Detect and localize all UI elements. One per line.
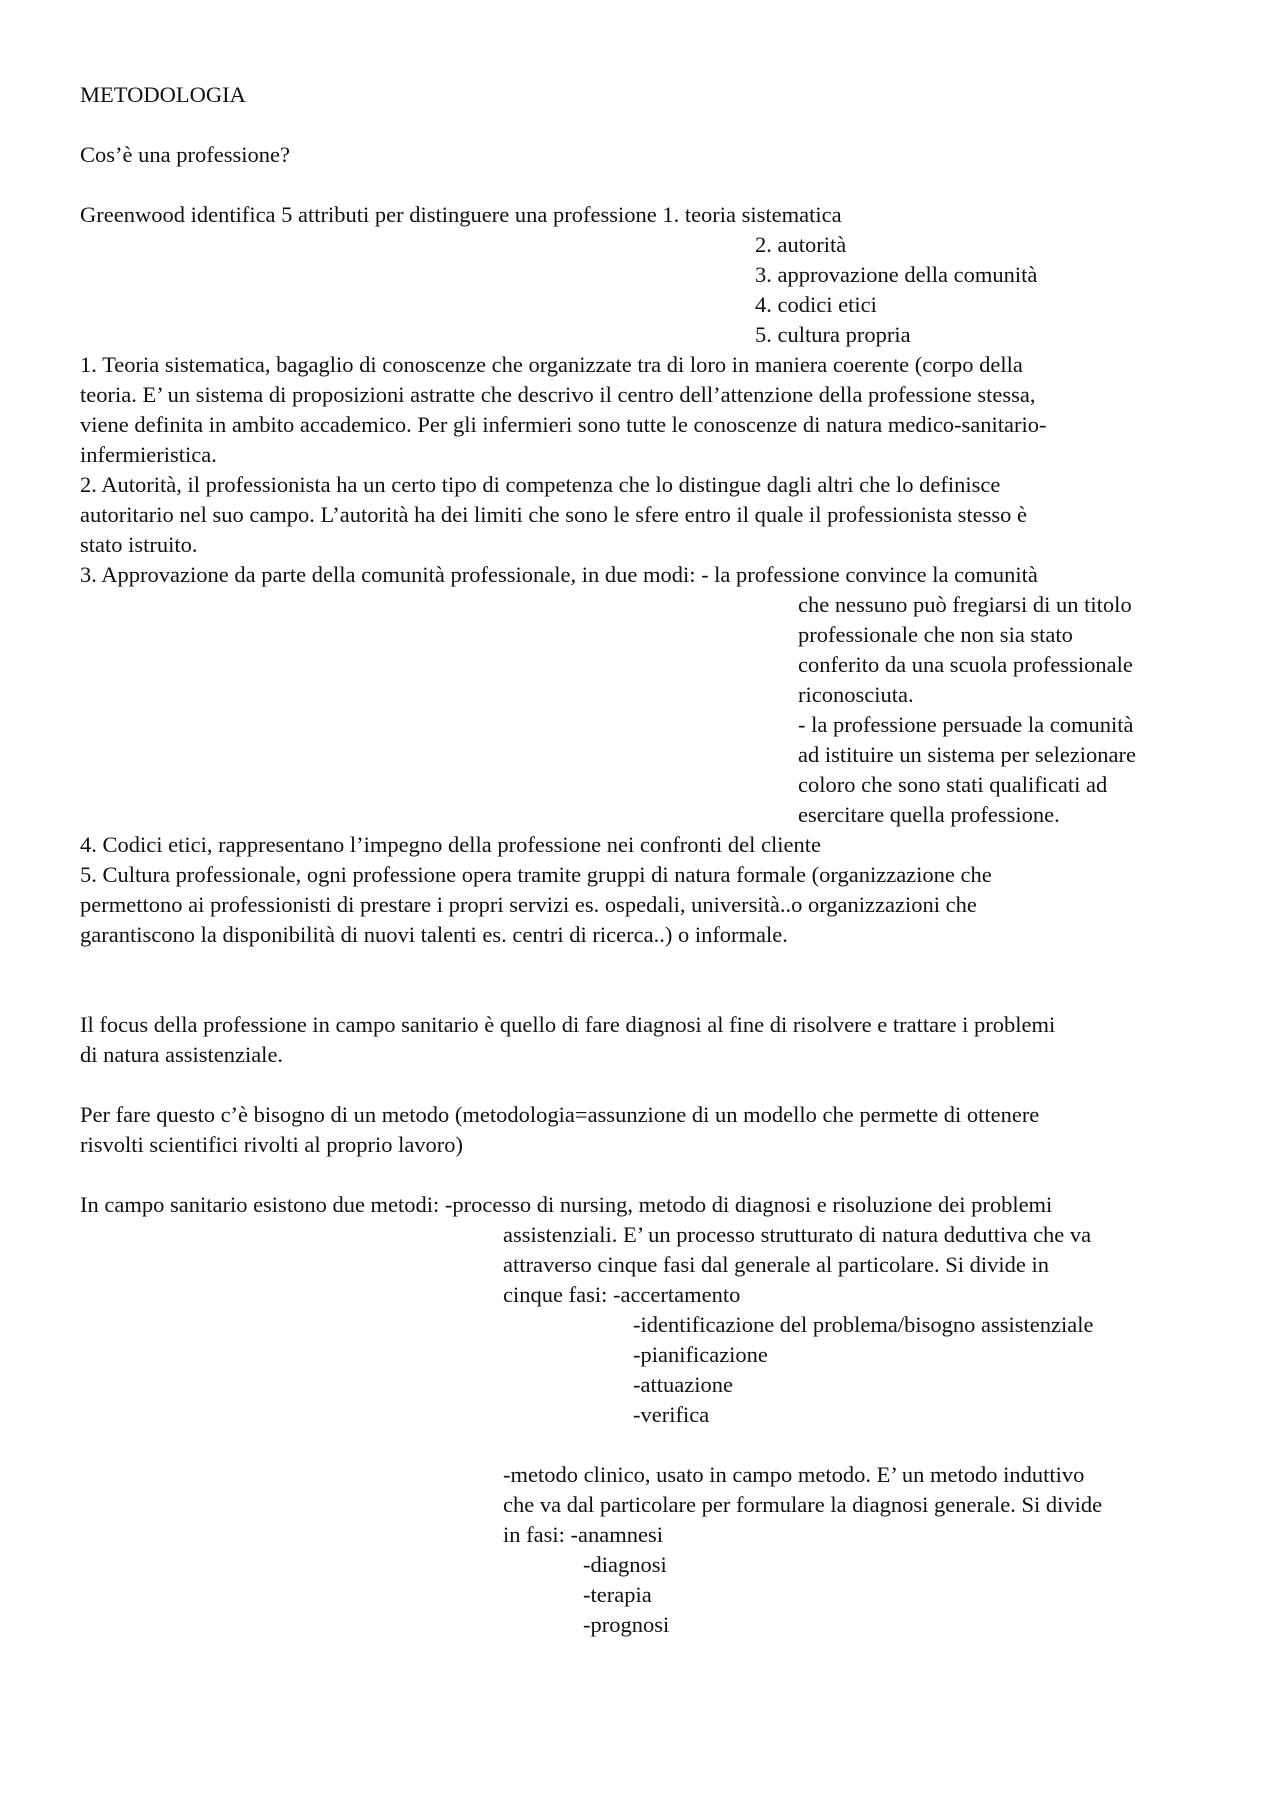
- question-heading: Cos’è una professione?: [80, 142, 290, 167]
- greenwood-item: 5. cultura propria: [755, 322, 911, 347]
- attr4-line: 4. Codici etici, rappresentano l’impegno della professione nei confronti del cliente: [80, 832, 822, 857]
- clinical-phase: -terapia: [583, 1582, 652, 1607]
- method-line: risvolti scientifici rivolti al proprio lavoro): [80, 1132, 464, 1157]
- attr3-lead: 3. Approvazione da parte della comunità professionale, in due modi: - la professione convince la comunità: [80, 562, 1038, 587]
- nursing-line: assistenziali. E’ un processo strutturato di natura deduttiva che va: [503, 1222, 1092, 1247]
- attr1-line: infermieristica.: [80, 442, 217, 467]
- attr5-line: garantiscono la disponibilità di nuovi talenti es. centri di ricerca..) o informale.: [80, 922, 788, 947]
- clinical-line: che va dal particolare per formulare la diagnosi generale. Si divide: [503, 1492, 1103, 1517]
- greenwood-item: 3. approvazione della comunità: [755, 262, 1038, 287]
- attr1-line: viene definita in ambito accademico. Per gli infermieri sono tutte le conoscenze di natura medico-sanitario-: [80, 412, 1047, 437]
- nursing-phase: -pianificazione: [633, 1342, 768, 1367]
- nursing-phase: -identificazione del problema/bisogno assistenziale: [633, 1312, 1094, 1337]
- attr3-line: coloro che sono stati qualificati ad: [798, 772, 1108, 797]
- nursing-line: cinque fasi: -accertamento: [503, 1282, 741, 1307]
- attr1-line: 1. Teoria sistematica, bagaglio di conoscenze che organizzate tra di loro in maniera coerente (corpo della: [80, 352, 1023, 377]
- attr2-line: stato istruito.: [80, 532, 198, 557]
- attr5-line: 5. Cultura professionale, ogni professione opera tramite gruppi di natura formale (organizzazione che: [80, 862, 992, 887]
- attr3-line: esercitare quella professione.: [798, 802, 1060, 827]
- attr2-line: autoritario nel suo campo. L’autorità ha dei limiti che sono le sfere entro il quale il professionista stesso è: [80, 502, 1028, 527]
- focus-line: di natura assistenziale.: [80, 1042, 284, 1067]
- clinical-line: -metodo clinico, usato in campo metodo. E’ un metodo induttivo: [503, 1462, 1085, 1487]
- attr1-line: teoria. E’ un sistema di proposizioni astratte che descrivo il centro dell’attenzione della professione stessa,: [80, 382, 1036, 407]
- clinical-phase: -diagnosi: [583, 1552, 667, 1577]
- nursing-line: attraverso cinque fasi dal generale al particolare. Si divide in: [503, 1252, 1050, 1277]
- nursing-phase: -verifica: [633, 1402, 710, 1427]
- attr3-line: - la professione persuade la comunità: [798, 712, 1134, 737]
- attr3-line: che nessuno può fregiarsi di un titolo: [798, 592, 1132, 617]
- clinical-line: in fasi: -anamnesi: [503, 1522, 663, 1547]
- attr3-line: ad istituire un sistema per selezionare: [798, 742, 1137, 767]
- greenwood-item: 4. codici etici: [755, 292, 877, 317]
- greenwood-intro: Greenwood identifica 5 attributi per distinguere una professione 1. teoria sistematica: [80, 202, 842, 227]
- page-title: METODOLOGIA: [80, 82, 246, 107]
- greenwood-item: 2. autorità: [755, 232, 847, 257]
- attr2-line: 2. Autorità, il professionista ha un certo tipo di competenza che lo distingue dagli altri che lo definisce: [80, 472, 1001, 497]
- clinical-phase: -prognosi: [583, 1612, 670, 1637]
- attr3-line: professionale che non sia stato: [798, 622, 1073, 647]
- nursing-phase: -attuazione: [633, 1372, 733, 1397]
- attr3-line: riconosciuta.: [798, 682, 914, 707]
- focus-line: Il focus della professione in campo sanitario è quello di fare diagnosi al fine di risolvere e trattare i problemi: [80, 1012, 1056, 1037]
- attr5-line: permettono ai professionisti di prestare i propri servizi es. ospedali, università..o organizzazioni che: [80, 892, 977, 917]
- methods-lead: In campo sanitario esistono due metodi: -processo di nursing, metodo di diagnosi e risoluzione dei problemi: [80, 1192, 1053, 1217]
- attr3-line: conferito da una scuola professionale: [798, 652, 1133, 677]
- method-line: Per fare questo c’è bisogno di un metodo (metodologia=assunzione di un modello che permette di ottenere: [80, 1102, 1040, 1127]
